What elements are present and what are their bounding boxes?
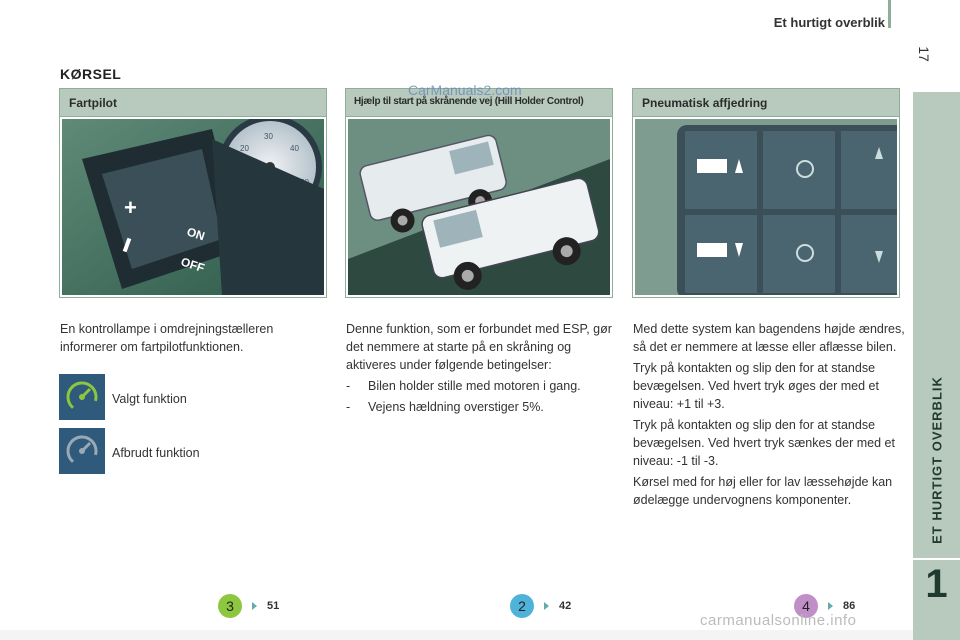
panel-hill-holder (345, 88, 613, 298)
page-number: 17 (916, 46, 932, 62)
list-item: - Bilen holder stille med motoren i gang. (346, 379, 581, 393)
cruise-control-paused-icon (59, 428, 105, 474)
chapter-badge: 2 (510, 594, 534, 618)
panel-pneumatic-suspension (632, 88, 900, 298)
plus-icon: + (124, 195, 137, 220)
gauge-tick: 30 (264, 132, 273, 141)
lamp-label: Afbrudt funktion (112, 446, 200, 460)
reference-page: 51 (267, 600, 280, 612)
panel-title: Fartpilot (60, 89, 326, 117)
panel-title: Pneumatisk affjedring (633, 89, 899, 117)
chapter-badge: 4 (794, 594, 818, 618)
reference-page: 86 (843, 600, 856, 612)
sidebar-divider (913, 558, 960, 560)
cruise-control-selected-icon (59, 374, 105, 420)
stalk-on-label: ON (185, 224, 207, 244)
arrow-right-icon (544, 602, 549, 610)
watermark-top: CarManuals2.com (408, 82, 522, 98)
list-item: - Vejens hældning overstiger 5%. (346, 400, 544, 414)
header-rule (888, 0, 891, 28)
arrow-right-icon (828, 602, 833, 610)
panel-cruise-control (59, 88, 327, 298)
suspension-text (633, 320, 905, 512)
paragraph: Tryk på kontakten og slip den for at standse bevægelsen. Ved hvert tryk sænkes der med et niveau: -1 til -3. (633, 418, 895, 468)
watermark-bottom: carmanualsonline.info (700, 612, 857, 629)
hill-holder-illustration (348, 119, 610, 295)
gauge-tick: 20 (240, 144, 249, 153)
cruise-intro: En kontrollampe i omdrejningstælleren informerer om fartpilotfunktionen. (60, 322, 274, 354)
arrow-right-icon (252, 602, 257, 610)
sidebar-label: ET HURTIGT OVERBLIK (929, 376, 944, 544)
paragraph: Kørsel med for høj eller for lav læssehøjde kan ødelægge undervognens komponenter. (633, 475, 893, 507)
hill-intro: Denne funktion, som er forbundet med ESP, gør det nemmere at starte på en skråning og aktiveres under følgende betingelser: (346, 322, 612, 372)
reference-page: 42 (559, 600, 572, 612)
panel-title: Hjælp til start på skrånende vej (Hill Holder Control) (346, 89, 612, 117)
van-down-icon (697, 243, 727, 257)
van-up-icon (697, 159, 727, 173)
section-title: KØRSEL (60, 66, 122, 82)
paragraph: Med dette system kan bagendens højde ændres, så det er nemmere at læsse eller aflæsse bilen. (633, 322, 905, 354)
cruise-control-illustration (62, 119, 324, 295)
footer-bar (0, 630, 913, 640)
page-reference[interactable] (218, 594, 279, 618)
gauge-tick: 40 (290, 144, 299, 153)
lamp-label: Valgt funktion (112, 392, 187, 406)
page-reference[interactable] (510, 594, 571, 618)
suspension-switch-illustration (635, 119, 897, 295)
chapter-badge: 3 (218, 594, 242, 618)
stalk-off-label: OFF (179, 254, 207, 276)
running-header: Et hurtigt overblik (773, 15, 885, 30)
hill-holder-text (346, 320, 616, 416)
paragraph: Tryk på kontakten og slip den for at standse bevægelsen. Ved hvert tryk øges der med et niveau: +1 til +3. (633, 361, 879, 411)
chapter-number: 1 (925, 562, 948, 606)
